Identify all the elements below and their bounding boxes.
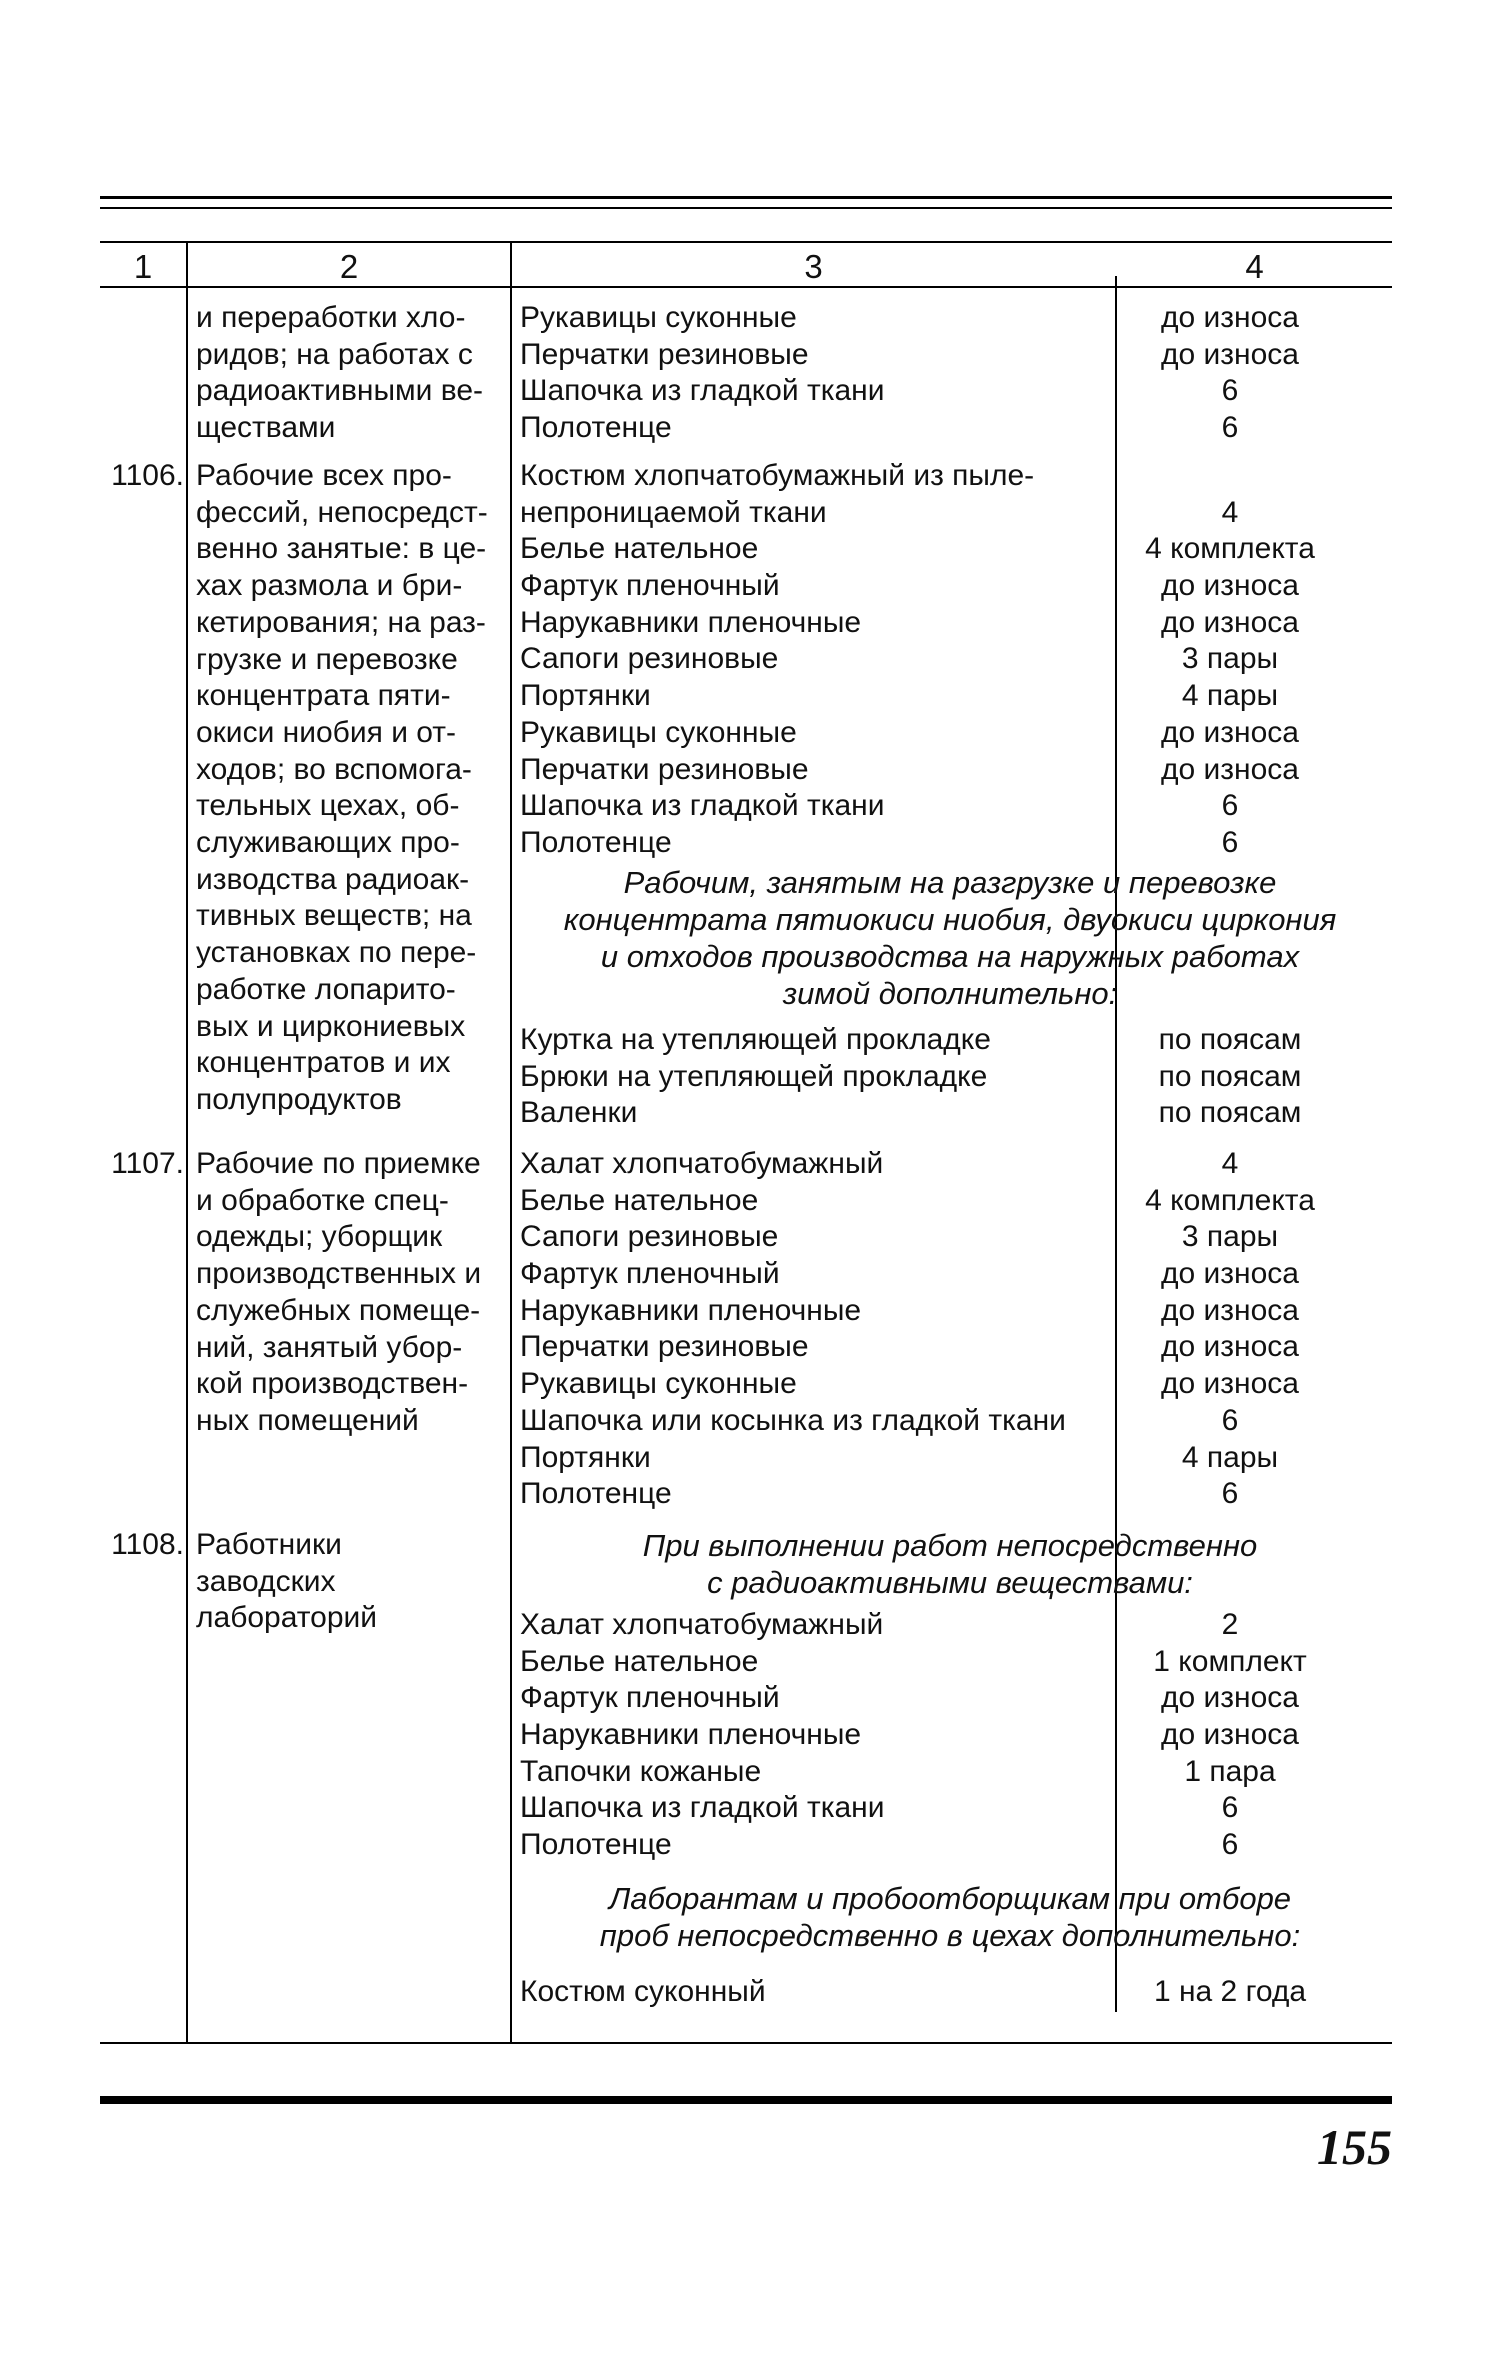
norm-list [1120, 1607, 1340, 1864]
norm-list [1120, 1146, 1340, 1513]
norm: до износа [1161, 569, 1299, 603]
norm: по поясам [1158, 1059, 1302, 1093]
supplement-note: Рабочим, занятым на разгрузке и перевозке концентрата пятиокиси ниобия, двуокиси циркония и отходов производства на наружных работах зимой дополнительно: [563, 865, 1337, 1011]
norm: 4 [1221, 1147, 1239, 1180]
row-number: 1108. [111, 1528, 184, 1561]
item: непроницаемой ткани [520, 495, 827, 529]
norm [1120, 458, 1340, 495]
norm: 6 [1221, 411, 1239, 445]
norm: по поясам [1158, 1096, 1302, 1130]
norm: 4 комплекта [1145, 1183, 1315, 1217]
item: Костюм суконный [520, 1975, 766, 2008]
item: Рукавицы суконные [520, 1367, 797, 1401]
item: Перчатки резиновые [520, 1330, 809, 1364]
norm: до износа [1161, 1293, 1299, 1327]
norm: до износа [1161, 605, 1299, 639]
header-bottom-border [100, 286, 1392, 288]
norm: до износа [1161, 337, 1299, 371]
norm: 4 пары [1181, 679, 1279, 713]
table-bottom-border [100, 2042, 1392, 2044]
item: Нарукавники пленочные [520, 1293, 862, 1327]
extra-norm-list [1120, 1974, 1340, 2011]
item: Валенки [520, 1096, 638, 1130]
row-description: и переработки хло- ридов; на работах с радиоактивными ве- ществами [196, 301, 484, 445]
item-list [520, 458, 1120, 862]
row-description: Рабочие по приемке и обработке спец- одежды; уборщик производственных и служебных помеще- ний, занятый убор- кой производствен- ных помещений [196, 1147, 482, 1437]
footer-thick-rule [100, 2096, 1392, 2104]
item: Полотенце [520, 825, 672, 859]
row-number: 1106. [111, 459, 184, 492]
norm: 1 пара [1184, 1754, 1276, 1788]
table-top-border [100, 241, 1392, 243]
row-description: Рабочие всех про- фессий, непосредст- венно занятые: в це- хах размола и бри- кетирования; на раз- грузке и перевозке концентрата пяти- окиси ниобия и от- ходов; во вспомога- тельных цехах, об- служивающих про- изводства радиоак- тивных веществ; на установках по пере- работке лопарито- вых и циркониевых концентратов и их полупродуктов [196, 459, 488, 1116]
item: Сапоги резиновые [520, 1220, 779, 1254]
column-divider-1 [186, 241, 188, 2044]
norm: 6 [1221, 1828, 1239, 1862]
supplement-note: Лаборантам и пробоотборщикам при отборе проб непосредственно в цехах дополнительно: [599, 1881, 1301, 1953]
norm-list [1120, 300, 1340, 447]
condition-note: При выполнении работ непосредственно с радиоактивными веществами: [642, 1528, 1258, 1600]
norm: 6 [1221, 374, 1239, 408]
row-number: 1107. [111, 1147, 184, 1180]
item: Куртка на утепляющей прокладке [520, 1023, 991, 1056]
norm: до износа [1161, 752, 1299, 786]
norm: 6 [1221, 1791, 1239, 1825]
extra-item-list [520, 1974, 1120, 2011]
item: Полотенце [520, 1828, 672, 1862]
item: Полотенце [520, 411, 672, 445]
item: Нарукавники пленочные [520, 605, 862, 639]
item: Шапочка из гладкой ткани [520, 374, 885, 408]
item-list [520, 300, 1120, 447]
item-list [520, 1146, 1120, 1513]
item: Белье нательное [520, 532, 759, 566]
item: Шапочка из гладкой ткани [520, 789, 885, 823]
header-col-4: 4 [1245, 248, 1264, 285]
norm: до износа [1161, 301, 1299, 334]
header-col-1: 1 [133, 248, 153, 285]
extra-item-list [520, 1022, 1120, 1132]
norm: 1 комплект [1153, 1644, 1307, 1678]
item: Шапочка из гладкой ткани [520, 1791, 885, 1825]
item: Халат хлопчатобумажный [520, 1147, 884, 1180]
row-description: Работники заводских лабораторий [196, 1528, 378, 1635]
item: Перчатки резиновые [520, 752, 809, 786]
page-number: 155 [1317, 2119, 1392, 2175]
item: Сапоги резиновые [520, 642, 779, 676]
item: Тапочки кожаные [520, 1754, 762, 1788]
item: Фартук пленочный [520, 1681, 780, 1715]
item: Полотенце [520, 1477, 672, 1511]
item: Рукавицы суконные [520, 715, 797, 749]
top-double-rule-lower [100, 207, 1392, 209]
header-col-2: 2 [339, 248, 359, 285]
item: Брюки на утепляющей прокладке [520, 1059, 988, 1093]
item: Рукавицы суконные [520, 301, 797, 334]
norm: 6 [1221, 1403, 1239, 1437]
norm: 6 [1221, 1477, 1239, 1511]
item: Портянки [520, 679, 651, 713]
header-col-3: 3 [804, 248, 823, 285]
norm: 6 [1221, 825, 1239, 859]
norm: 1 на 2 года [1153, 1975, 1307, 2008]
norm: по поясам [1158, 1023, 1302, 1056]
norm: до износа [1161, 1330, 1299, 1364]
norm: до износа [1161, 1257, 1299, 1291]
item: Костюм хлопчатобумажный из пыле- [520, 459, 1035, 492]
norm: до износа [1161, 1681, 1299, 1715]
norm: 4 пары [1181, 1440, 1279, 1474]
item: Белье нательное [520, 1183, 759, 1217]
item: Белье нательное [520, 1644, 759, 1678]
item: Халат хлопчатобумажный [520, 1608, 884, 1641]
norm-list [1120, 458, 1340, 862]
extra-norm-list [1120, 1022, 1340, 1132]
norm: до износа [1161, 715, 1299, 749]
norm: 3 пары [1181, 1220, 1279, 1254]
norm: 6 [1221, 789, 1239, 823]
item: Портянки [520, 1440, 651, 1474]
norm: 4 [1221, 495, 1239, 529]
norm: до износа [1161, 1367, 1299, 1401]
norm: 4 комплекта [1145, 532, 1315, 566]
item: Перчатки резиновые [520, 337, 809, 371]
item: Фартук пленочный [520, 569, 780, 603]
item: Нарукавники пленочные [520, 1718, 862, 1752]
norm: до износа [1161, 1718, 1299, 1752]
norm: 3 пары [1181, 642, 1279, 676]
top-double-rule-upper [100, 196, 1392, 199]
item: Шапочка или косынка из гладкой ткани [520, 1403, 1066, 1437]
norm: 2 [1221, 1608, 1239, 1641]
item-list [520, 1607, 1120, 1864]
item: Фартук пленочный [520, 1257, 780, 1291]
